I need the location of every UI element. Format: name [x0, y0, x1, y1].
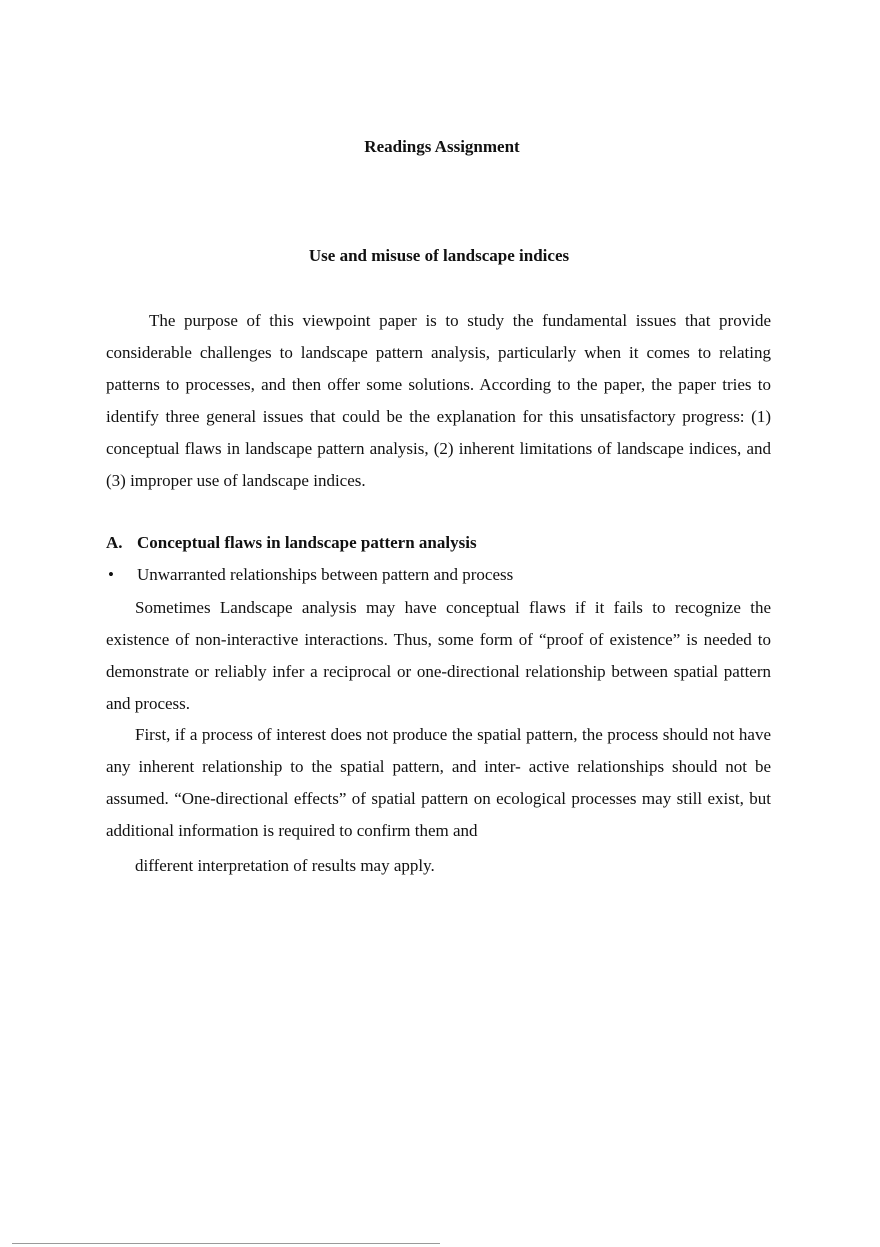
intro-paragraph: The purpose of this viewpoint paper is to study the fundamental issues that provide considerable challenges to landscape pattern analysis, particularly when it comes to relating patterns to processes, and then offer some solutions. According to the paper, the paper tries to identify three general issues that could be the explanation for this unsatisfactory progress: (1) conceptual flaws in landscape pattern analysis, (2) inherent limitations of landscape indices, and (3) improper use of landscape indices.	[106, 311, 771, 490]
body-paragraph-2-last-line: different interpretation of results may apply.	[135, 856, 435, 875]
bullet-icon: •	[108, 565, 114, 584]
document-title: Readings Assignment	[364, 137, 520, 156]
body-paragraph-2-main: First, if a process of interest does not produce the spatial pattern, the process should not have any inherent relationship to the spatial pattern, and inter- active relationships should not be assumed. “One-directional effects” of spatial pattern on ecological processes may still exist, but additional information is required to confirm them and	[106, 725, 771, 840]
body-paragraph-2	[106, 719, 771, 885]
paper-title: Use and misuse of landscape indices	[308, 246, 570, 265]
footnote-divider	[12, 1243, 440, 1244]
section-marker: A.	[106, 533, 123, 552]
bullet-item	[106, 564, 771, 586]
bullet-text: Unwarranted relationships between pattern and process	[137, 565, 514, 584]
section-heading	[106, 532, 771, 554]
body-paragraph-1: Sometimes Landscape analysis may have conceptual flaws if it fails to recognize the existence of non-interactive interactions. Thus, some form of “proof of existence” is needed to demonstrate or reliably infer a reciprocal or one-directional relationship between spatial pattern and process.	[106, 598, 771, 713]
section-heading-text: Conceptual flaws in landscape pattern analysis	[137, 533, 477, 552]
